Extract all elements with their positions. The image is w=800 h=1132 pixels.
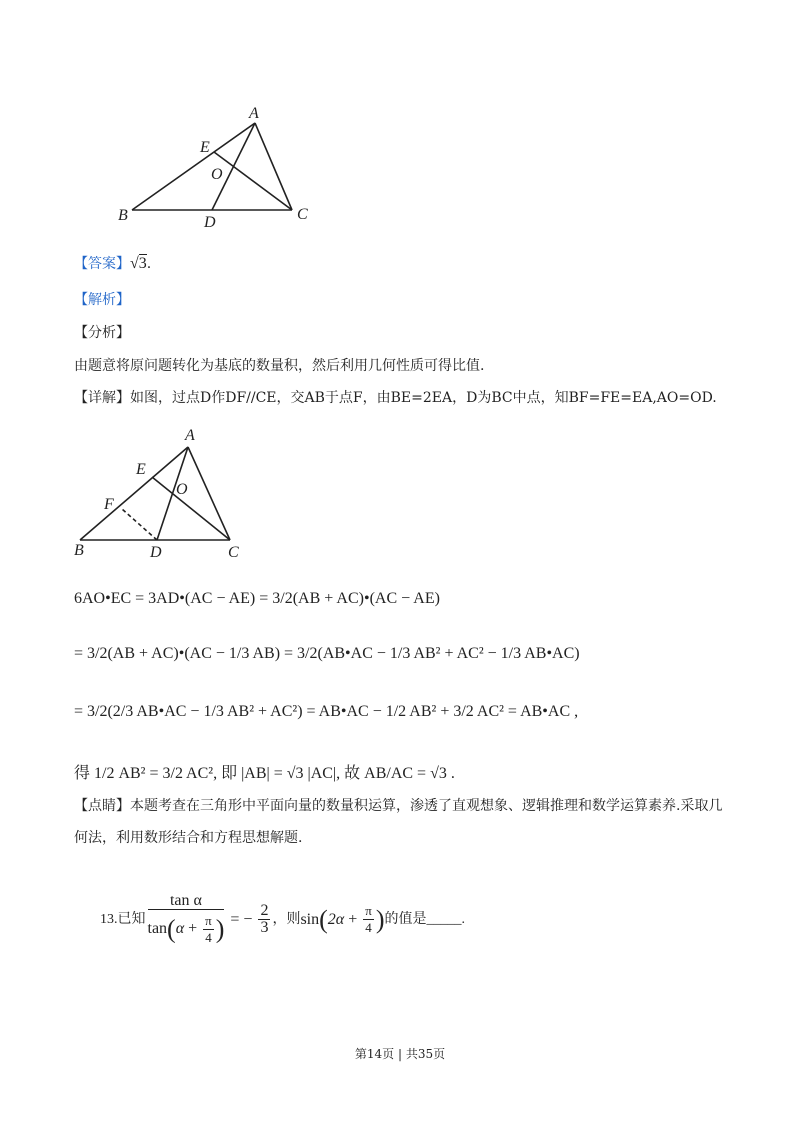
sin-label: sin	[300, 910, 320, 928]
comment-tag: 【点睛】	[74, 798, 130, 814]
label-o-2: O	[176, 481, 188, 498]
side-ac-2	[188, 447, 230, 540]
problem-13-suffix: 的值是_____.	[384, 911, 465, 927]
problem-13-lhs-fraction	[148, 893, 225, 946]
pi-over-4: $\frac{\pi}{4}$	[205, 913, 212, 945]
answer-value: √3	[130, 255, 147, 272]
comment-line-2: 何法，利用数形结合和方程思想解题.	[74, 830, 303, 846]
equation-line-2: = 3/2(AB + AC)•(AC − 1/3 AB) = 3/2(AB•AC − 1/3 AB² + AC² − 1/3 AB•AC)	[74, 645, 580, 662]
label-b: B	[118, 207, 128, 224]
equation-line-1: 6AO•EC = 3AD•(AC − AE) = 3/2(AB + AC)•(AC − AE)	[74, 590, 440, 607]
equation-line-4: 得 1/2 AB² = 3/2 AC², 即 |AB| = √3 |AC|, 故 AB/AC = √3 .	[74, 765, 455, 782]
page-footer: 第14页 | 共35页	[354, 1047, 446, 1061]
two-alpha: 2α	[327, 910, 345, 928]
equals-minus: = −	[230, 910, 253, 928]
segment-ce-2	[152, 477, 230, 540]
fenxi-text: 由题意将原问题转化为基底的数量积，然后利用几何性质可得比值.	[74, 358, 485, 374]
label-d: D	[204, 214, 216, 231]
then-text: ，则	[272, 911, 301, 927]
problem-13: 13.已知 tan α tan(α + $\frac{\pi}{4}$ ) = − $\frac{2}{3}$ ，则 sin ( 2α + $\frac{\pi}{4}$ ) 的值是_____.	[100, 892, 465, 945]
comment-text-1: 本题考查在三角形中平面向量的数量积运算，渗透了直观想象、逻辑推理和数学运算素养.采取几	[130, 798, 723, 814]
label-a-2: A	[185, 427, 195, 444]
detail-text: 如图，过点D作DF//CE，交AB于点F，由BE=2EA，D为BC中点，知BF=FE=EA,AO=OD.	[130, 390, 717, 406]
fenxi-tag: 【分析】	[74, 325, 130, 341]
answer-tag: 【答案】	[74, 256, 130, 272]
label-e: E	[200, 139, 210, 156]
alpha-symbol: α	[175, 920, 185, 938]
label-c-2: C	[228, 544, 239, 561]
tan-label: tan	[147, 920, 168, 938]
detail-line	[74, 388, 717, 408]
answer-period: .	[146, 256, 152, 272]
label-b-2: B	[74, 542, 84, 559]
label-d-2: D	[150, 544, 162, 561]
label-f-2: F	[104, 496, 114, 513]
detail-tag: 【详解】	[74, 390, 130, 406]
pi-over-4-sin: $\frac{\pi}{4}$	[365, 903, 372, 935]
problem-13-prefix: 13.已知	[100, 911, 146, 927]
side-ab	[132, 123, 255, 210]
label-c: C	[297, 206, 308, 223]
equation-line-3: = 3/2(2/3 AB•AC − 1/3 AB² + AC²) = AB•AC − 1/2 AB² + 3/2 AC² = AB•AC ,	[74, 703, 579, 720]
comment-line-1	[74, 796, 722, 816]
label-e-2: E	[136, 461, 146, 478]
lhs-denominator: tan(α + $\frac{\pi}{4}$ )	[147, 913, 225, 945]
label-a: A	[249, 105, 259, 122]
triangle-figure-2	[70, 423, 270, 563]
answer-line	[74, 254, 151, 274]
segment-df-dashed	[122, 509, 157, 540]
rhs-fraction: $\frac{2}{3}$	[260, 902, 269, 936]
triangle-figure-1	[110, 100, 330, 235]
label-o: O	[211, 166, 223, 183]
analysis-tag: 【解析】	[74, 292, 130, 308]
lhs-numerator: tan α	[148, 893, 225, 910]
